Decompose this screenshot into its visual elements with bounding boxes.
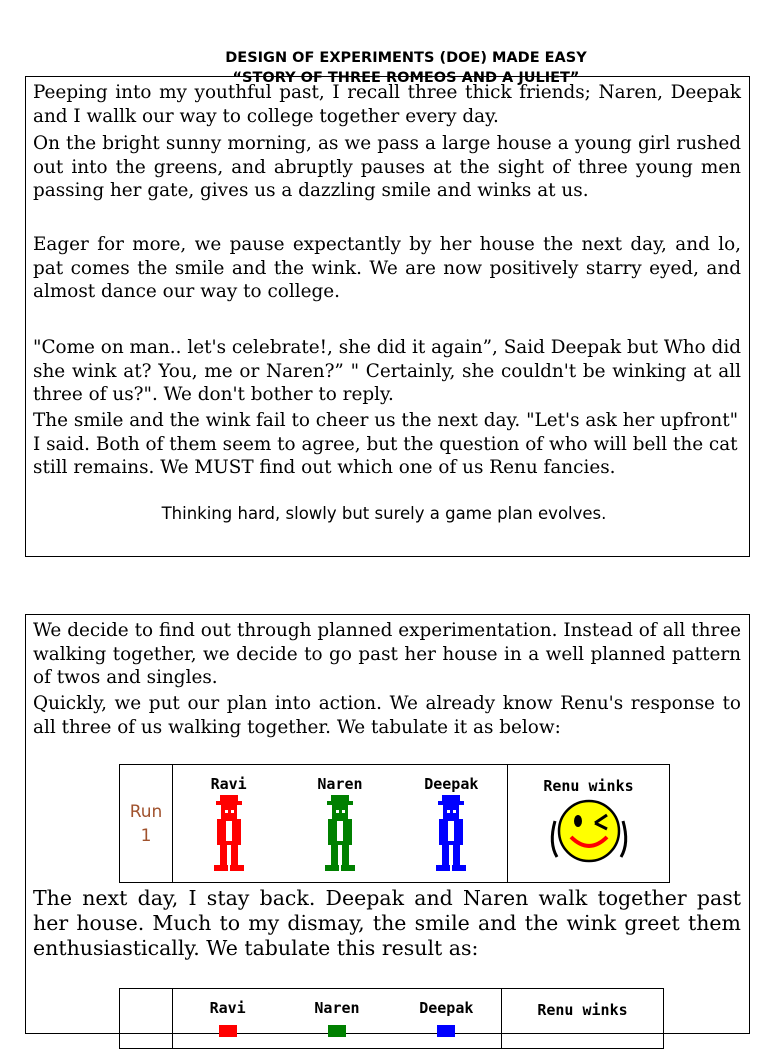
run-label-cell	[120, 765, 173, 883]
header-naren: Naren	[317, 775, 363, 793]
paragraph: The next day, I stay back. Deepak and Naren walk together past her house. Much to my dismay, the smile and the wink greet them enthusiastically. We tabulate this result as:	[33, 886, 741, 960]
paragraph: On the bright sunny morning, as we pass a large house a young girl rushed out into the greens, and abruptly pauses at the sight of three young men passing her gate, gives us a dazzling smile and winks at us.	[33, 133, 741, 201]
winking-smiley-icon	[547, 799, 631, 863]
header-deepak: Deepak	[424, 775, 479, 793]
run-label-cell	[120, 989, 173, 1049]
paragraph: Eager for more, we pause expectantly by her house the next day, and lo, pat comes the smile and the wink. We are now positively starry eyed, and almost dance our way to college.	[33, 234, 741, 302]
walkers-cell	[173, 765, 508, 883]
paragraph: "Come on man.. let's celebrate!, she did it again”, Said Deepak but Who did she wink at? You, me or Naren?” " Certainly, she couldn't be winking at all three of us?". We don't bother to reply.	[33, 337, 741, 405]
naren-figure-icon	[319, 1017, 355, 1037]
caption: Thinking hard, slowly but surely a game plan evolves.	[161, 504, 607, 523]
paragraph: We decide to find out through planned experimentation. Instead of all three walking together, we decide to go past her house in a well planned pattern of twos and singles.	[33, 620, 741, 688]
ravi-figure-icon	[210, 1017, 246, 1037]
header-ravi: Ravi	[209, 999, 246, 1017]
deepak-figure-icon	[428, 1017, 464, 1037]
run-number: 1	[140, 825, 152, 846]
header-deepak: Deepak	[419, 999, 474, 1017]
renu-winks-cell	[508, 765, 670, 883]
paragraph: Quickly, we put our plan into action. We already know Renu's response to all three of us walking together. We tabulate it as below:	[33, 693, 741, 738]
header-renu-winks: Renu winks	[537, 1001, 628, 1019]
walkers-cell	[173, 989, 502, 1049]
naren-figure-icon	[322, 793, 358, 873]
run-table-1	[119, 764, 670, 883]
deepak-figure-icon	[433, 793, 469, 873]
paragraph: Peeping into my youthful past, I recall three thick friends; Naren, Deepak and I wallk our way to college together every day.	[33, 82, 741, 127]
renu-winks-cell	[502, 989, 664, 1049]
document-subtitle: “STORY OF THREE ROMEOS AND A JULIET”	[232, 70, 580, 86]
header-naren: Naren	[314, 999, 360, 1017]
run-label: Run	[129, 801, 163, 822]
header-ravi: Ravi	[210, 775, 247, 793]
document-title: DESIGN OF EXPERIMENTS (DOE) MADE EASY	[225, 50, 587, 66]
header-renu-winks: Renu winks	[543, 777, 634, 795]
ravi-figure-icon	[211, 793, 247, 873]
paragraph: The smile and the wink fail to cheer us the next day. "Let's ask her upfront" I said. Both of them seem to agree, but the question of who will bell the cat still remains. We MUST find out which one of us Renu fancies.	[33, 410, 739, 478]
run-table-2	[119, 988, 664, 1049]
